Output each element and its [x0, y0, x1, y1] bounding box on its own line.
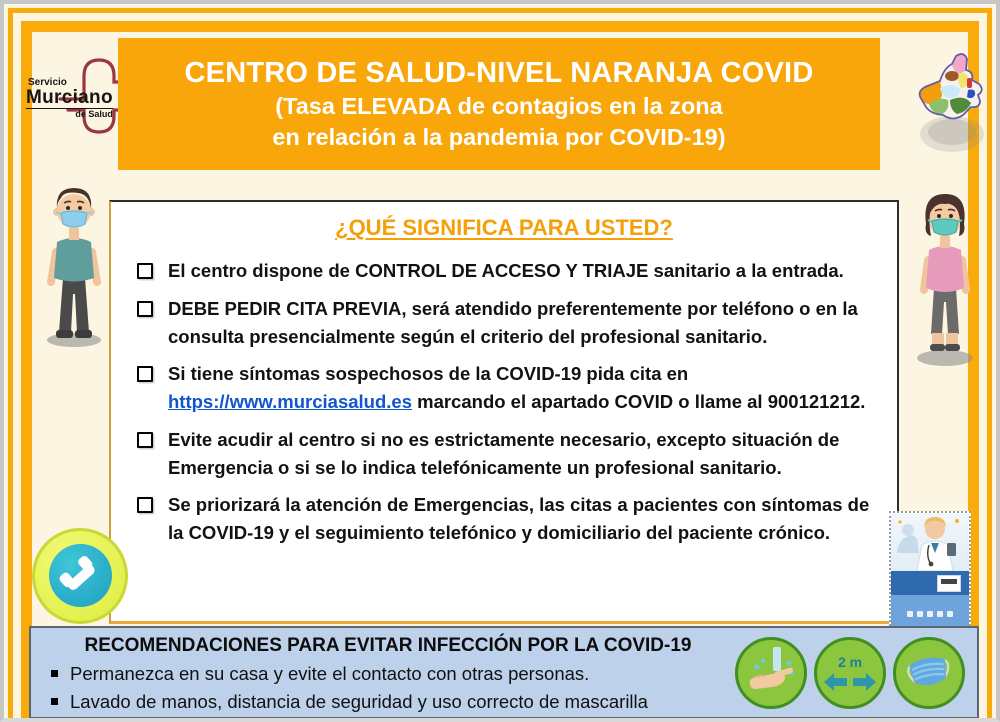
poster-subtitle-line1: (Tasa ELEVADA de contagios en la zona	[275, 93, 723, 119]
checkbox-icon	[137, 366, 153, 382]
checkbox-icon	[137, 432, 153, 448]
logo-line-servicio: Servicio	[28, 77, 67, 88]
what-it-means-panel	[109, 200, 899, 624]
checklist	[137, 257, 875, 547]
recommendations-panel	[29, 626, 979, 719]
recommendations-list	[45, 661, 731, 716]
checklist-item	[137, 360, 875, 416]
recommendations-text	[31, 628, 735, 717]
checklist-item-text: Evite acudir al centro si no es estrictamente necesario, excepto situación de Emergencia o si se lo indica telefónicamente un profesional sanitario.	[168, 428, 840, 478]
recommendation-item	[45, 661, 731, 688]
safety-distance-icon	[814, 637, 886, 709]
doctor-card-blue-band	[891, 571, 969, 595]
doctor-card-screen-thumb	[937, 575, 961, 592]
checklist-item-text: DEBE PEDIR CITA PREVIA, será atendido preferentemente por teléfono o en la consulta presencialmente según el criterio del profesional sanitario.	[168, 297, 858, 347]
phone-handset-icon	[49, 544, 112, 607]
recommendation-item-text: Lavado de manos, distancia de seguridad y uso correcto de mascarilla	[70, 690, 648, 712]
checkbox-icon	[137, 301, 153, 317]
face-mask-icon	[893, 637, 965, 709]
checklist-item	[137, 491, 875, 547]
murcia-region-map-icon	[912, 48, 998, 170]
square-bullet-icon	[51, 698, 58, 705]
recommendations-title: RECOMENDACIONES PARA EVITAR INFECCIÓN POR LA COVID-19	[84, 635, 692, 656]
logo-line-desalud: de Salud	[75, 109, 113, 119]
hand-washing-icon	[735, 637, 807, 709]
poster-title: CENTRO DE SALUD-NIVEL NARANJA COVID	[184, 57, 814, 89]
recommendation-item-text: Permanezca en su casa y evite el contacto con otras personas.	[70, 663, 590, 684]
masked-man-illustration	[28, 182, 120, 350]
checkbox-icon	[137, 497, 153, 513]
checkbox-icon	[137, 263, 153, 279]
masked-woman-illustration	[898, 186, 992, 368]
checklist-item	[137, 257, 875, 285]
recommendation-item	[45, 689, 731, 716]
doctor-card-icons-band	[891, 595, 969, 630]
checklist-item-text: El centro dispone de CONTROL DE ACCESO Y TRIAJE sanitario a la entrada.	[168, 260, 844, 281]
panel-title: ¿QUÉ SIGNIFICA PARA USTED?	[335, 215, 673, 240]
header-banner	[118, 38, 880, 170]
checklist-item	[137, 426, 875, 482]
phone-icon	[32, 528, 128, 624]
checklist-item-text: Se priorizará la atención de Emergencias, las citas a pacientes con síntomas de la COVID-19 y el seguimiento telefónico y domiciliario del paciente crónico.	[168, 494, 870, 543]
murciasalud-link[interactable]: https://www.murciasalud.es	[168, 391, 412, 412]
poster-subtitle-line2: en relación a la pandemia por COVID-19)	[272, 124, 726, 150]
doctor-photo	[891, 513, 969, 571]
logo-line-murciano: Murciano	[26, 87, 113, 108]
square-bullet-icon	[51, 670, 58, 677]
logo-text	[26, 78, 113, 119]
checklist-item-text: Si tiene síntomas sospechosos de la COVID-19 pida cita en https://www.murciasalud.es marcando el apartado COVID o llame al 900121212.	[168, 363, 866, 412]
checklist-item	[137, 295, 875, 351]
prevention-icons	[735, 628, 977, 717]
distance-label: 2 m	[837, 653, 863, 670]
doctor-website-thumbnail	[889, 511, 971, 630]
